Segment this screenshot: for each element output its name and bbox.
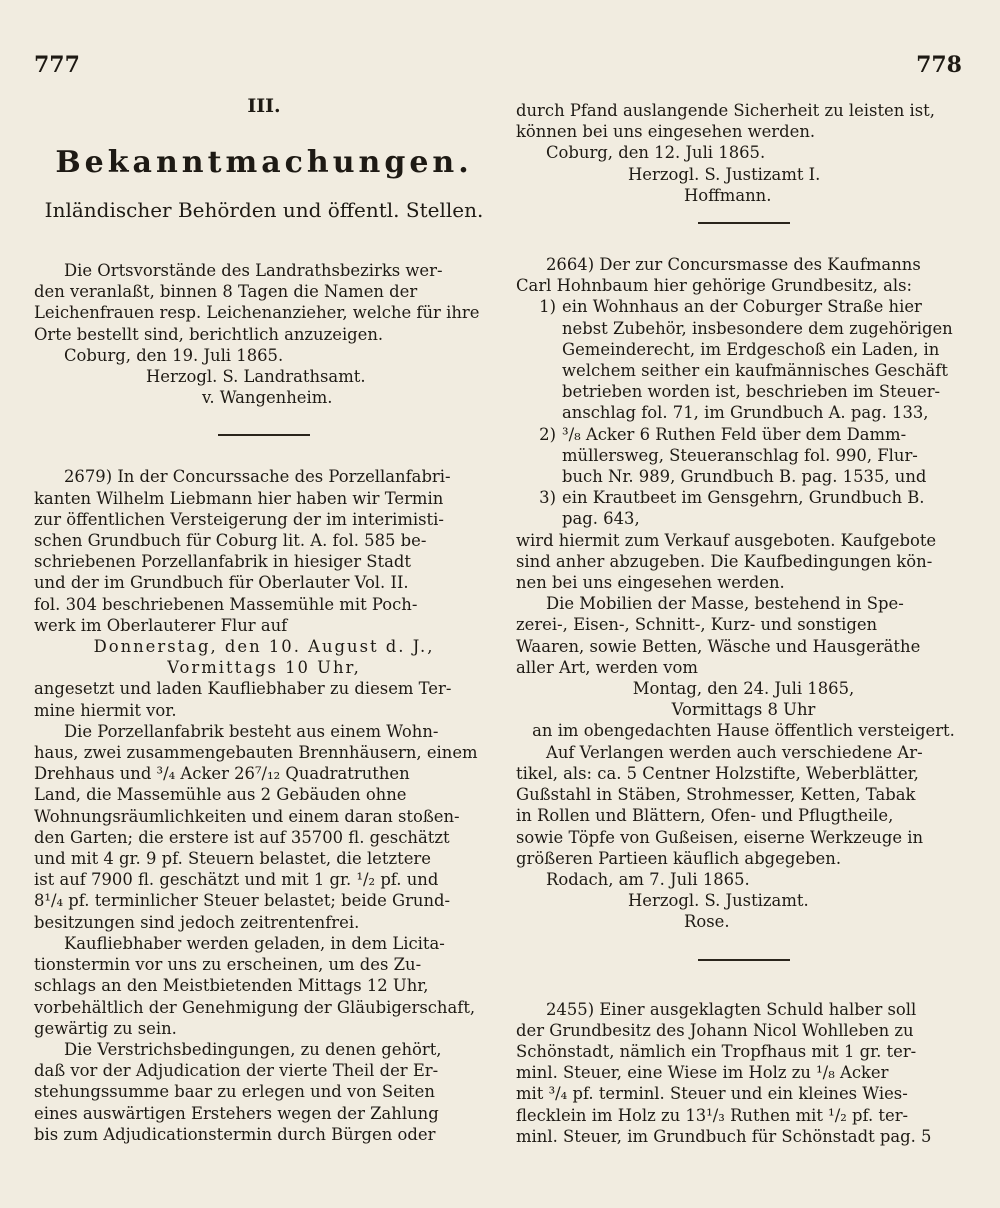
notice-line: angesetzt und laden Kaufliebhaber zu diesem Ter- xyxy=(34,679,452,699)
auction-time: Vormittags 10 Uhr, xyxy=(167,658,361,678)
notice-line: ist auf 7900 fl. geschätzt und mit 1 gr. ¹/₂ pf. und xyxy=(34,870,439,890)
notice-line: nen bei uns eingesehen werden. xyxy=(516,573,785,593)
notice-line: den veranlaßt, binnen 8 Tagen die Namen der xyxy=(34,282,418,302)
notice-line: Land, die Massemühle aus 2 Gebäuden ohne xyxy=(34,785,407,805)
list-item xyxy=(516,487,971,529)
notice-line: Die Porzellanfabrik besteht aus einem Wohn- xyxy=(64,721,439,741)
notice-line: Orte bestellt sind, berichtlich anzuzeigen. xyxy=(34,324,384,344)
notice-line: Drehhaus und ³/₄ Acker 26⁷/₁₂ Quadratruthen xyxy=(34,764,410,784)
authority: Herzogl. S. Landrathsamt. xyxy=(146,367,366,387)
notice-line: tikel, als: ca. 5 Centner Holzstifte, Weberblätter, xyxy=(516,763,919,783)
place-date: Coburg, den 19. Juli 1865. xyxy=(64,345,284,365)
notice-line: ³/₈ Acker 6 Ruthen Feld über dem Damm- xyxy=(562,424,907,444)
notice-line: Auf Verlangen werden auch verschiedene Ar- xyxy=(546,742,923,762)
notice-line: vorbehältlich der Genehmigung der Gläubigerschaft, xyxy=(34,997,476,1017)
item-number: 3) xyxy=(539,488,556,508)
notice-line: welchem seither ein kaufmännisches Geschäft xyxy=(562,361,948,381)
notice-line: und mit 4 gr. 9 pf. Steuern belastet, die letztere xyxy=(34,849,431,869)
notice-line: betrieben worden ist, beschrieben im Steuer- xyxy=(562,382,941,402)
auction-time: Vormittags 8 Uhr xyxy=(671,700,816,720)
notice-line: den Garten; die erstere ist auf 35700 fl. geschätzt xyxy=(34,827,450,847)
notice-line: zerei-, Eisen-, Schnitt-, Kurz- und sonstigen xyxy=(516,615,878,635)
notice-line: haus, zwei zusammengebauten Brennhäusern, einem xyxy=(34,743,478,763)
notice-2679 xyxy=(34,466,494,1145)
signatory: Hoffmann. xyxy=(684,185,772,205)
section-title: Bekanntmachungen. xyxy=(55,145,473,180)
notice-line: 8¹/₄ pf. terminlicher Steuer belastet; beide Grund- xyxy=(34,891,451,911)
place-date: Rodach, am 7. Juli 1865. xyxy=(546,869,750,889)
notice-line: werk im Oberlauterer Flur auf xyxy=(34,615,288,635)
notice-line: an im obengedachten Hause öffentlich versteigert. xyxy=(532,721,955,741)
notice-line: stehungssumme baar zu erlegen und von Seiten xyxy=(34,1082,435,1102)
divider xyxy=(698,222,790,224)
notice-2664 xyxy=(516,254,971,933)
section-subtitle: Inländischer Behörden und öffentl. Stellen. xyxy=(44,198,484,222)
notice-line: sowie Töpfe von Gußeisen, eiserne Werkzeuge in xyxy=(516,827,924,847)
notice-line: daß vor der Adjudication der vierte Theil der Er- xyxy=(34,1061,439,1081)
notice-continuation xyxy=(516,100,971,206)
notice-line: minl. Steuer, im Grundbuch für Schönstadt pag. 5 xyxy=(516,1126,932,1146)
place-date: Coburg, den 12. Juli 1865. xyxy=(546,143,766,163)
notice-line: wird hiermit zum Verkauf ausgeboten. Kaufgebote xyxy=(516,530,937,550)
authority: Herzogl. S. Justizamt I. xyxy=(628,164,821,184)
section-number: III. xyxy=(247,95,281,117)
notice-line: Waaren, sowie Betten, Wäsche und Hausgeräthe xyxy=(516,636,921,656)
notice-line: 2664) Der zur Concursmasse des Kaufmanns xyxy=(546,255,921,275)
authority: Herzogl. S. Justizamt. xyxy=(628,891,809,911)
notice-line: der Grundbesitz des Johann Nicol Wohlleben zu xyxy=(516,1020,914,1040)
notice-line: 2679) In der Concurssache des Porzellanfabri- xyxy=(64,467,451,487)
notice-line: fol. 304 beschriebenen Massemühle mit Poch- xyxy=(34,594,418,614)
notice-line: schriebenen Porzellanfabrik in hiesiger Stadt xyxy=(34,552,411,572)
notice-line: Wohnungsräumlichkeiten und einem daran stoßen- xyxy=(34,806,460,826)
notice-line: 2455) Einer ausgeklagten Schuld halber soll xyxy=(546,999,917,1019)
notice-line: durch Pfand auslangende Sicherheit zu leisten ist, xyxy=(516,101,935,120)
notice-line: zur öffentlichen Versteigerung der im interimisti- xyxy=(34,509,444,529)
item-number: 1) xyxy=(539,297,556,317)
notice-line: Gemeinderecht, im Erdgeschoß ein Laden, in xyxy=(562,339,940,359)
auction-date: Montag, den 24. Juli 1865, xyxy=(632,679,855,699)
notice-line: mine hiermit vor. xyxy=(34,700,177,720)
notice-line: Kaufliebhaber werden geladen, in dem Licita- xyxy=(64,933,445,953)
notice-line: größeren Partieen käuflich abgegeben. xyxy=(516,848,842,868)
left-column xyxy=(34,96,494,1145)
notice-line: bis zum Adjudicationstermin durch Bürgen oder xyxy=(34,1124,436,1144)
notice-landrath xyxy=(34,260,494,408)
notice-line: Schönstadt, nämlich ein Tropfhaus mit 1 gr. ter- xyxy=(516,1041,917,1061)
notice-line: anschlag fol. 71, im Grundbuch A. pag. 133, xyxy=(562,403,929,423)
notice-line: Die Verstrichsbedingungen, zu denen gehört, xyxy=(64,1039,442,1059)
notice-line: schlags an den Meistbietenden Mittags 12 Uhr, xyxy=(34,976,429,996)
notice-line: nebst Zubehör, insbesondere dem zugehörigen xyxy=(562,318,953,338)
notice-line: besitzungen sind jedoch zeitrentenfrei. xyxy=(34,912,360,932)
signatory: v. Wangenheim. xyxy=(202,388,333,408)
notice-line: in Rollen und Blättern, Ofen- und Pflugtheile, xyxy=(516,806,894,826)
notice-line: buch Nr. 989, Grundbuch B. pag. 1535, und xyxy=(562,467,927,487)
right-column xyxy=(516,100,971,1147)
notice-2455 xyxy=(516,999,971,1147)
page-number-left: 777 xyxy=(34,52,80,78)
notice-line: tionstermin vor uns zu erscheinen, um des Zu- xyxy=(34,955,422,975)
divider xyxy=(698,959,790,961)
notice-line: sind anher abzugeben. Die Kaufbedingungen kön- xyxy=(516,551,933,571)
signatory: Rose. xyxy=(684,912,730,932)
notice-line: gewärtig zu sein. xyxy=(34,1018,177,1038)
auction-date: Donnerstag, den 10. August d. J., xyxy=(93,637,435,657)
notice-line: müllersweg, Steueranschlag fol. 990, Flur- xyxy=(562,445,918,465)
notice-line: minl. Steuer, eine Wiese im Holz zu ¹/₈ Acker xyxy=(516,1063,889,1083)
notice-line: kanten Wilhelm Liebmann hier haben wir Termin xyxy=(34,488,444,508)
notice-line: schen Grundbuch für Coburg lit. A. fol. 585 be- xyxy=(34,531,427,551)
notice-line: Gußstahl in Stäben, Strohmesser, Ketten, Tabak xyxy=(516,785,916,805)
list-item xyxy=(516,424,971,488)
notice-line: können bei uns eingesehen werden. xyxy=(516,122,816,142)
notice-line: aller Art, werden vom xyxy=(516,657,698,677)
notice-line: ein Wohnhaus an der Coburger Straße hier xyxy=(562,297,922,317)
item-number: 2) xyxy=(539,424,556,444)
notice-line: eines auswärtigen Erstehers wegen der Zahlung xyxy=(34,1103,439,1123)
notice-line: flecklein im Holz zu 13¹/₃ Ruthen mit ¹/₂ pf. ter- xyxy=(516,1105,909,1125)
notice-line: und der im Grundbuch für Oberlauter Vol. II. xyxy=(34,573,409,593)
notice-line: Die Mobilien der Masse, bestehend in Spe- xyxy=(546,594,904,614)
divider xyxy=(218,434,310,436)
list-item xyxy=(516,296,971,423)
notice-line: ein Krautbeet im Gensgehrn, Grundbuch B. xyxy=(562,488,925,508)
notice-line: pag. 643, xyxy=(562,509,640,529)
notice-line: Leichenfrauen resp. Leichenanzieher, welche für ihre xyxy=(34,303,480,323)
notice-line: Die Ortsvorstände des Landrathsbezirks wer- xyxy=(64,261,443,280)
notice-line: Carl Hohnbaum hier gehörige Grundbesitz, als: xyxy=(516,276,913,296)
notice-line: mit ³/₄ pf. terminl. Steuer und ein kleines Wies- xyxy=(516,1084,908,1104)
page-number-right: 778 xyxy=(916,52,962,78)
